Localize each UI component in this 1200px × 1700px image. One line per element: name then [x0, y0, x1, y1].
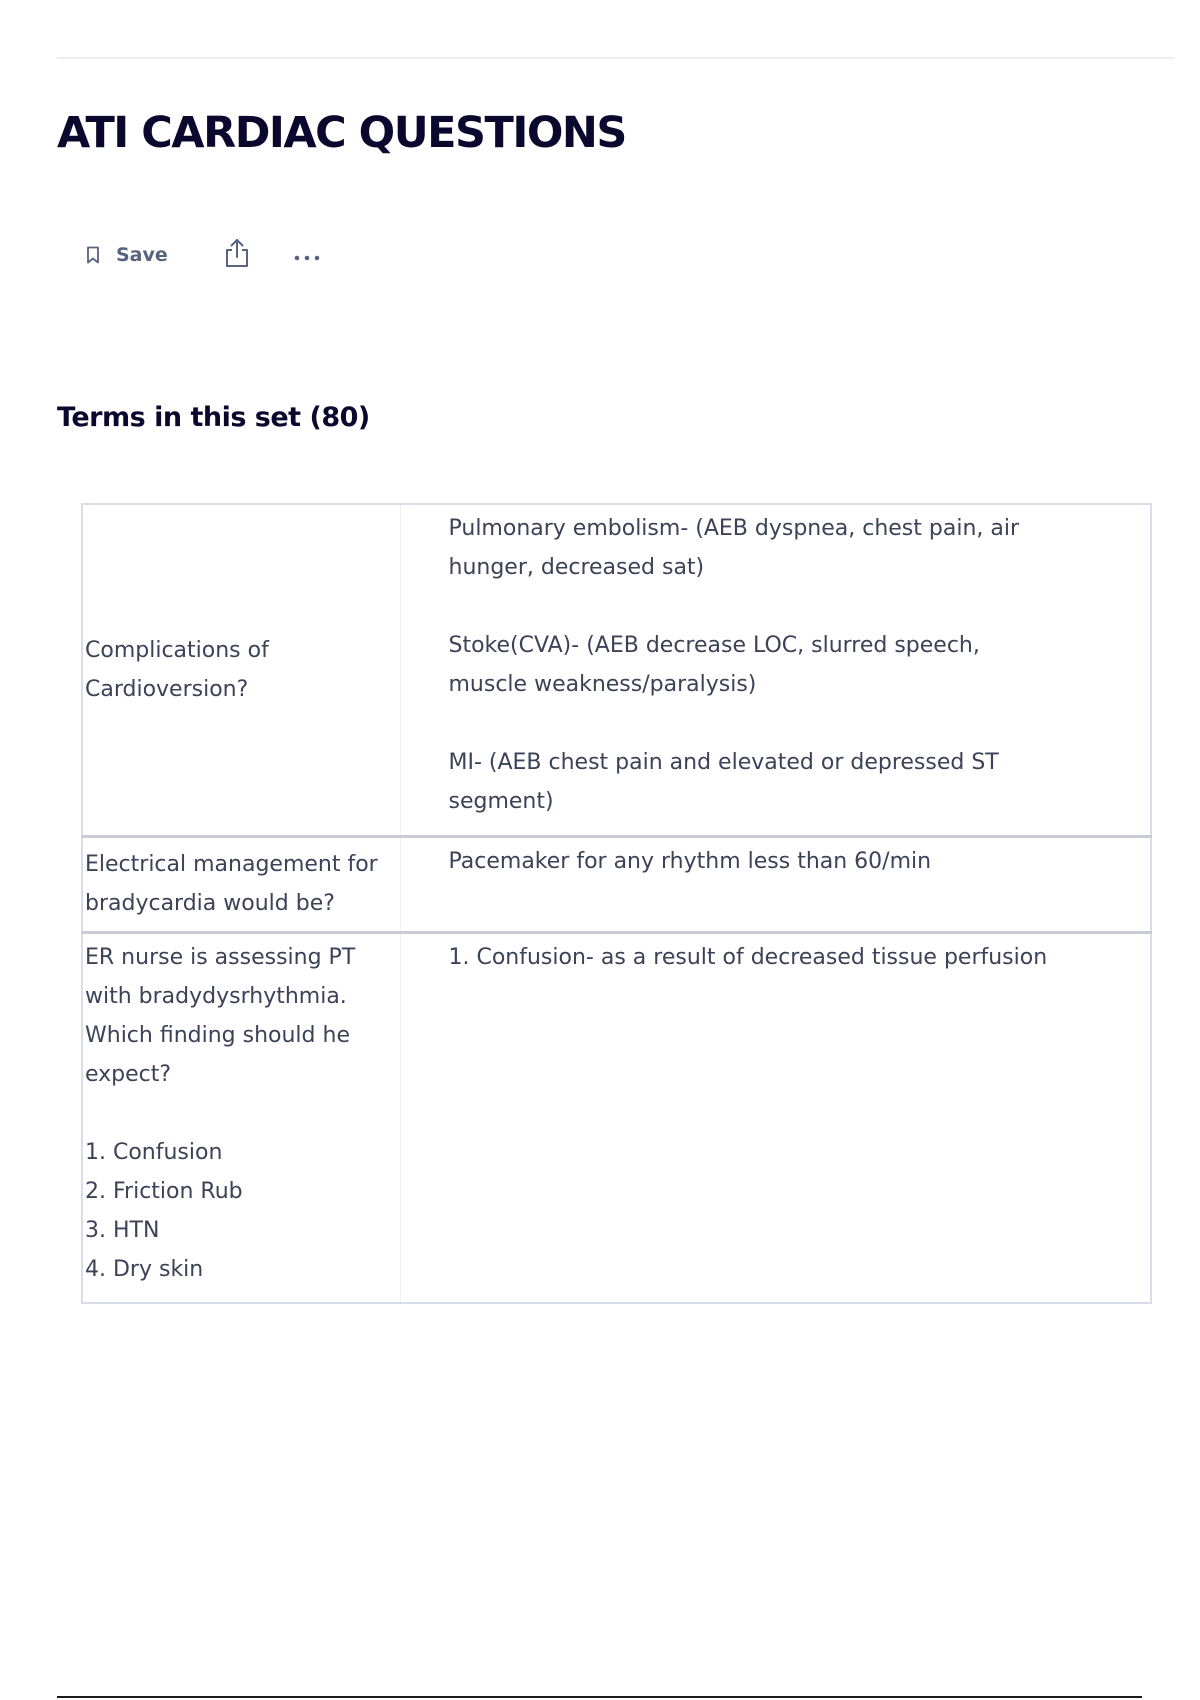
term-cell: Electrical management for bradycardia would be?	[82, 836, 400, 932]
save-button-label: Save	[116, 244, 168, 266]
table-row	[82, 932, 1151, 1303]
table-row	[82, 504, 1151, 836]
share-icon	[224, 238, 250, 272]
terms-table	[81, 503, 1152, 1304]
bottom-divider	[57, 1696, 1142, 1698]
terms-heading: Terms in this set (80)	[57, 402, 370, 433]
term-cell: Complications of Cardioversion?	[82, 504, 400, 836]
definition-cell: Pulmonary embolism- (AEB dyspnea, chest pain, air hunger, decreased sat) Stoke(CVA)- (AEB decrease LOC, slurred speech, muscle weakness/paralysis) MI- (AEB chest pain and elevated or depressed ST segment)	[448, 516, 1020, 814]
set-actions-toolbar	[86, 238, 322, 272]
definition-cell: Pacemaker for any rhythm less than 60/min	[448, 848, 932, 874]
more-icon	[293, 246, 321, 265]
term-cell: ER nurse is assessing PT with bradydysrhythmia. Which finding should he expect? 1. Confusion 2. Friction Rub 3. HTN 4. Dry skin	[82, 932, 400, 1303]
top-divider	[57, 57, 1174, 59]
definition-cell: 1. Confusion- as a result of decreased tissue perfusion	[448, 944, 1048, 970]
save-button[interactable]	[86, 244, 168, 266]
page-title: ATI CARDIAC QUESTIONS	[57, 108, 626, 158]
share-button[interactable]	[222, 238, 252, 272]
more-options-button[interactable]	[292, 245, 322, 265]
table-row	[82, 836, 1151, 932]
bookmark-icon	[86, 246, 100, 264]
